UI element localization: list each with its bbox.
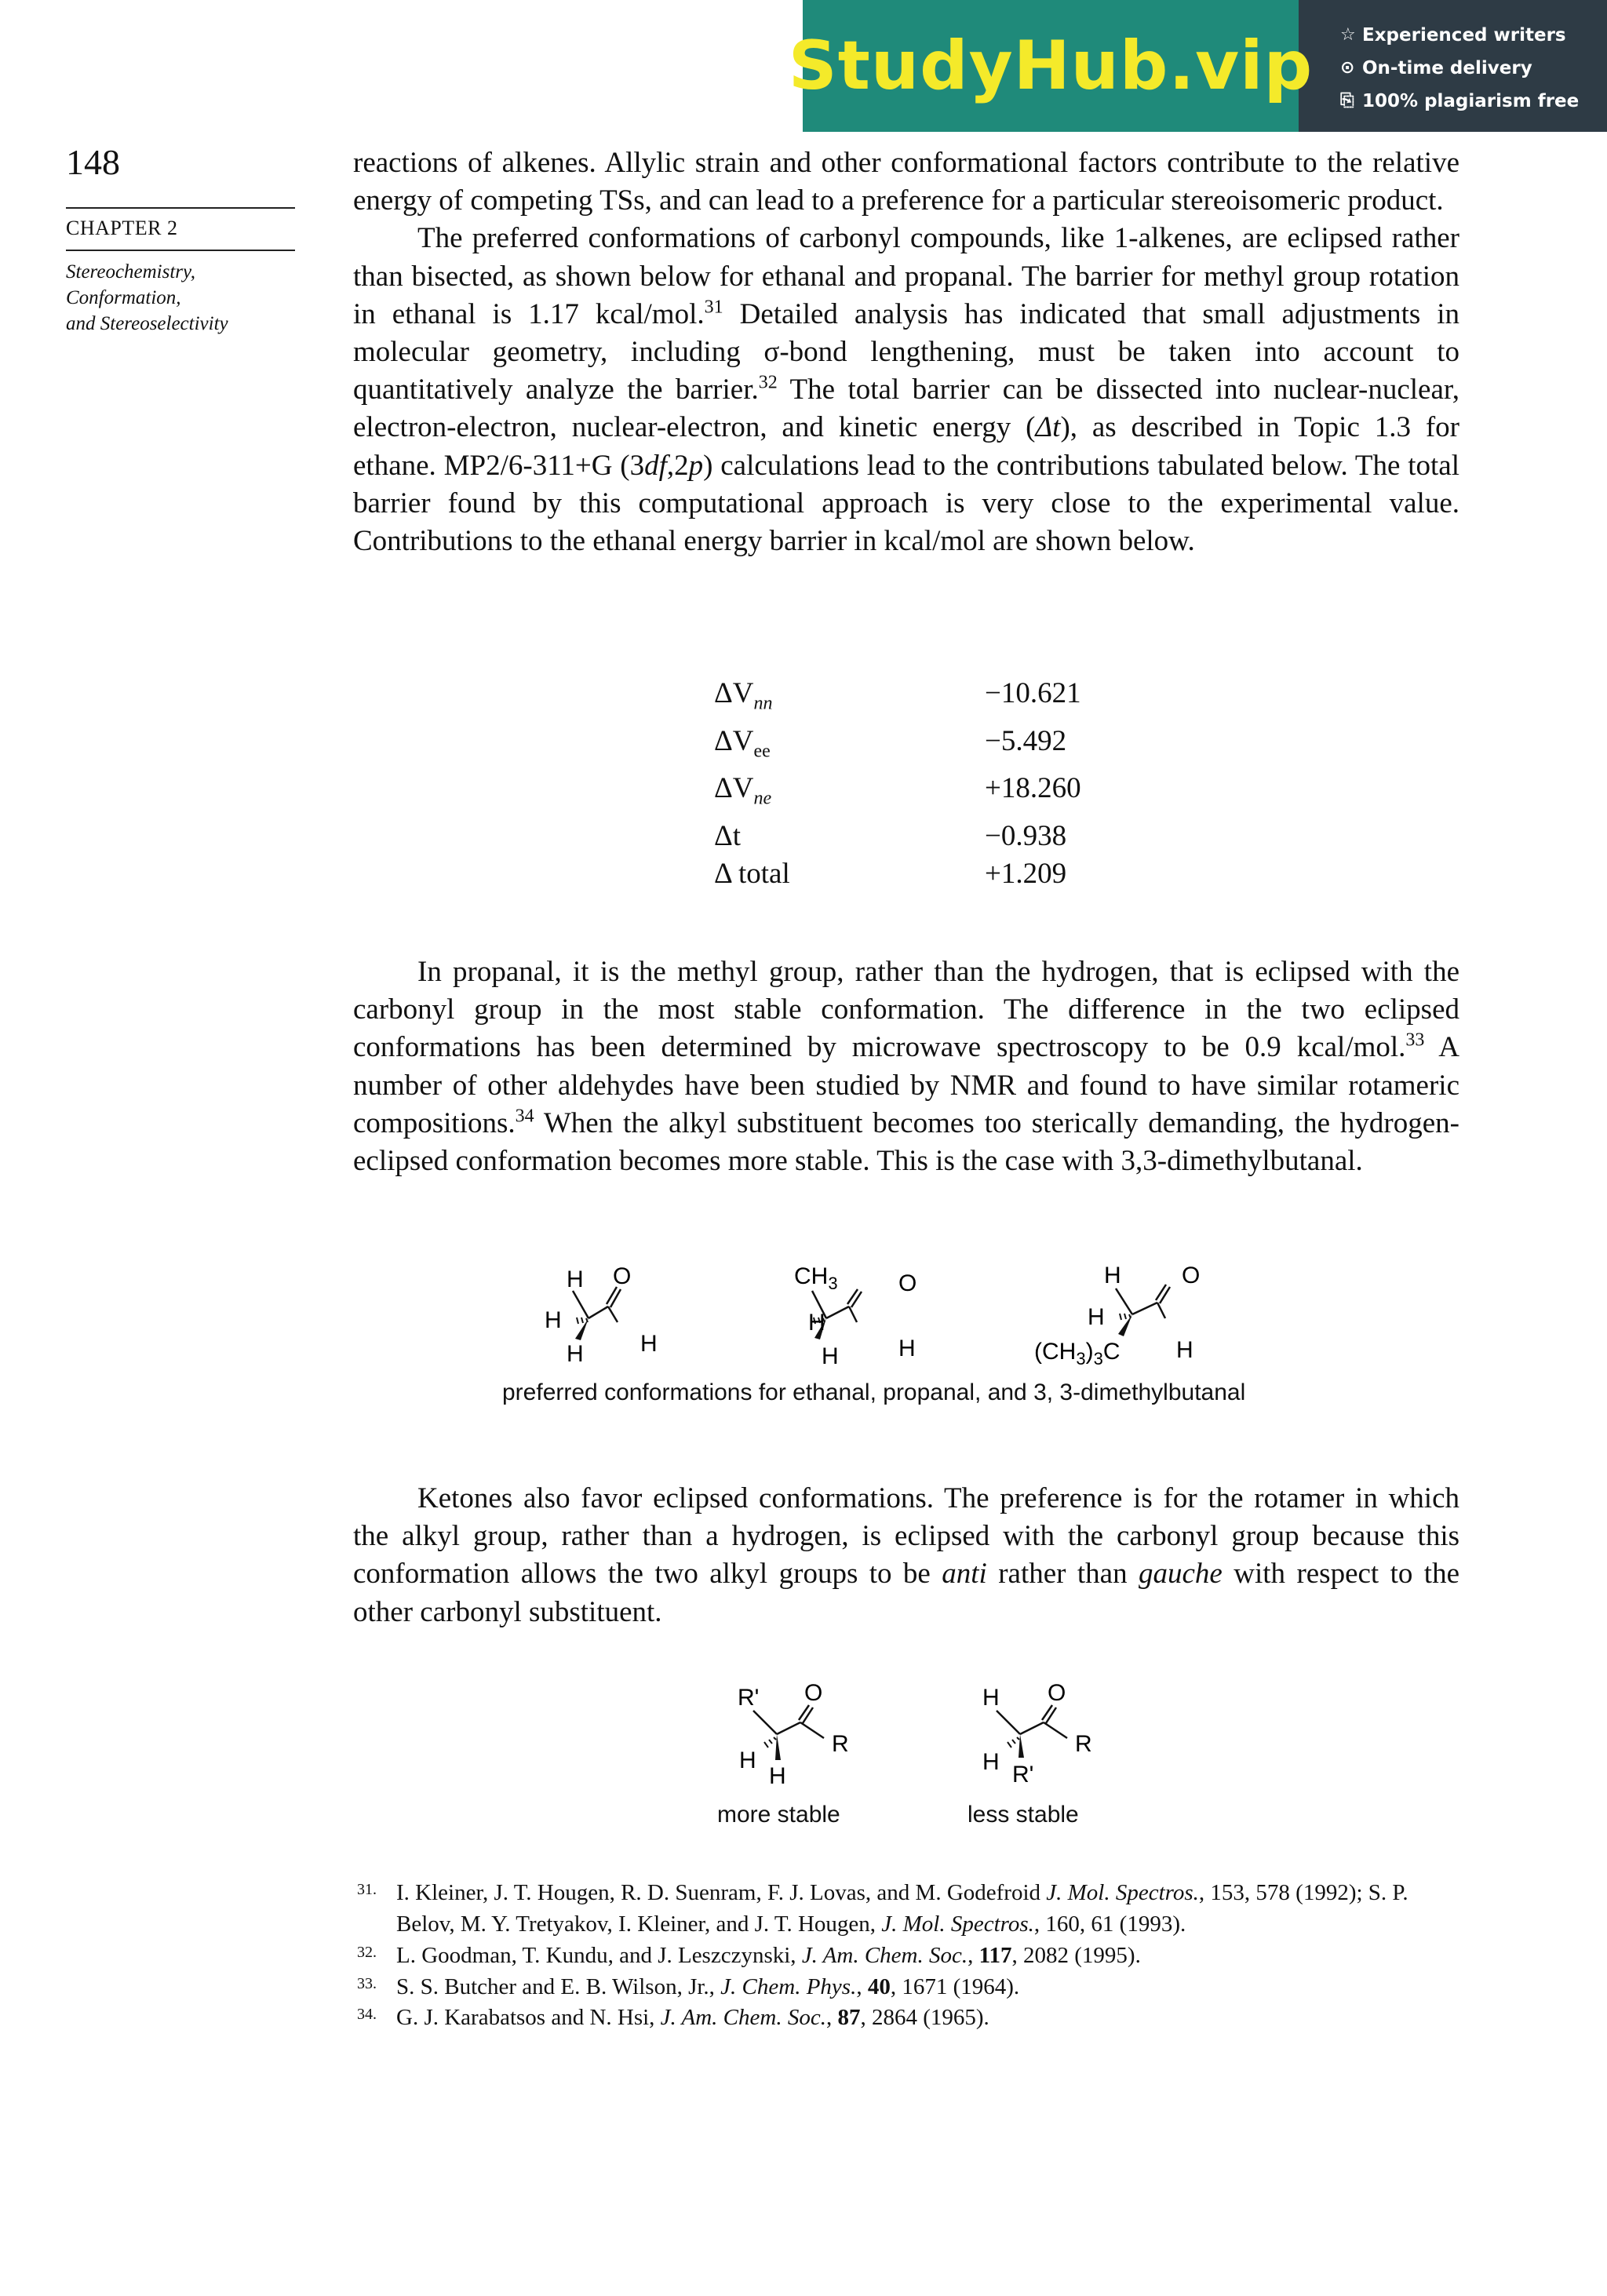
chapter-subtitle: [66, 259, 228, 337]
text-run: gauche: [1139, 1558, 1223, 1591]
text-run: ) calculations lead to the contributions tabulated below. The total barrier found by this computational approach is very close to the experimental value. Contributions to the ethanal energy barrier in kcal/mol are shown below.: [353, 449, 1459, 558]
energy-table: [714, 675, 1142, 893]
energy-value: −5.492: [985, 724, 1067, 757]
footnote-text: G. J. Karabatsos and N. Hsi, J. Am. Chem. Soc., 87, 2864 (1965).: [396, 2005, 989, 2030]
footnote-number: 34.: [357, 2006, 377, 2023]
text-run: Detailed analysis has indicated that small adjustments in molecular geometry, including σ-bond lengthening, must be taken into account to quantitatively analyze the barrier.: [353, 297, 1460, 406]
text-run: p: [688, 449, 704, 482]
atom-label: H: [898, 1336, 916, 1361]
atom-label: H: [567, 1341, 584, 1367]
text-run: When the alkyl substituent becomes too sterically demanding, the hydrogen-eclipsed conformation becomes more stable. This is the case with 3,3-dimethylbutanal.: [353, 1106, 1459, 1178]
atom-label: R: [832, 1731, 849, 1757]
atom-label: H: [1088, 1304, 1105, 1330]
footnote-text: I. Kleiner, J. T. Hougen, R. D. Suenram, F. J. Lovas, and M. Godefroid J. Mol. Spectros., 153, 578 (1992); S. P. Belov, M. Y. Tretyakov, I. Kleiner, and J. T. Hougen, J. Mol. Spectros., 160, 61 (1993).: [396, 1880, 1408, 1937]
document-icon: ⎘: [1340, 91, 1354, 111]
footnote-ref[interactable]: 31: [704, 297, 723, 318]
atom-label: H: [808, 1310, 825, 1336]
paragraph: [353, 1480, 1459, 1631]
energy-value: +18.260: [985, 772, 1081, 805]
table-row: [714, 675, 1142, 723]
text-run: df: [644, 449, 667, 482]
figure-caption: preferred conformations for ethanal, propanal, and 3, 3-dimethylbutanal: [502, 1379, 1246, 1405]
atom-label: H: [982, 1685, 1000, 1711]
footnote-text: S. S. Butcher and E. B. Wilson, Jr., J. Chem. Phys., 40, 1671 (1964).: [396, 1974, 1020, 1999]
text-run: The preferred conformations of carbonyl compounds, like 1-alkenes, are eclipsed rather than bisected, as shown below for ethanal and propanal. The barrier for methyl group rotation in ethanal is 1.17 kcal/mol.: [353, 222, 1459, 330]
footnote-ref[interactable]: 32: [758, 372, 778, 393]
studyhub-logo[interactable]: StudyHub.vip: [788, 27, 1314, 105]
paragraph: reactions of alkenes. Allylic strain and other conformational factors contribute to the relative energy of competing TSs, and can lead to a preference for a particular stereoisomeric product.: [353, 147, 1459, 217]
feature-label: Experienced writers: [1362, 25, 1566, 46]
footnote-number: 32.: [357, 1944, 377, 1961]
text-run: anti: [942, 1558, 987, 1591]
energy-term: $\Delta V_{ee}$: [714, 724, 771, 761]
margin-divider: [66, 207, 295, 209]
feature-item: [1340, 52, 1579, 85]
energy-value: −0.938: [985, 819, 1067, 852]
atom-label: O: [1182, 1263, 1201, 1288]
atom-label: O: [898, 1270, 917, 1296]
dimethylbutanal-structure: [1034, 1263, 1200, 1368]
paragraph: [353, 220, 1459, 560]
text-run: with respect to the other carbonyl substituent.: [353, 1558, 1459, 1628]
ketone-conformations-figure: [706, 1675, 1130, 1801]
text-run: rather than: [986, 1558, 1139, 1591]
subtitle-line: Conformation,: [66, 287, 181, 308]
text-run: ), as described in Topic 1.3 for ethane. MP2/6-311+G (3: [353, 411, 1460, 482]
atom-label: H: [1104, 1263, 1121, 1288]
atom-label: O: [613, 1263, 632, 1289]
atom-label: R: [1075, 1731, 1092, 1757]
footnote: [357, 2002, 1459, 2033]
paragraph: [353, 953, 1459, 1180]
subtitle-line: Stereochemistry,: [66, 261, 196, 282]
table-row: [714, 855, 1142, 893]
text-run: ,2: [666, 449, 689, 482]
text-run: Δt: [1035, 411, 1061, 444]
logo-box[interactable]: [788, 0, 1314, 132]
structure-label-less-stable: less stable: [967, 1802, 1079, 1828]
body-section-3: [353, 1480, 1459, 1631]
atom-label: $CH_3$: [794, 1263, 838, 1293]
energy-value: +1.209: [985, 857, 1067, 890]
footnote: [357, 1971, 1459, 2003]
body-section-1: [353, 144, 1459, 560]
footnote-ref[interactable]: 33: [1405, 1030, 1425, 1051]
footnote-number: 31.: [357, 1881, 377, 1898]
page-number: 148: [66, 142, 120, 182]
atom-label: O: [1048, 1680, 1066, 1706]
energy-value: −10.621: [985, 677, 1081, 709]
atom-label: R': [1012, 1762, 1034, 1788]
ketone-more-stable-structure: [738, 1680, 849, 1789]
atom-label: H: [739, 1748, 756, 1773]
clock-icon: ⊙: [1340, 58, 1355, 78]
text-run: The total barrier can be dissected into nuclear-nuclear, electron-electron, nuclear-electron, and kinetic energy (: [353, 374, 1459, 444]
feature-label: On-time delivery: [1362, 58, 1532, 78]
atom-label: H: [982, 1749, 1000, 1775]
star-icon: ☆: [1340, 25, 1356, 45]
energy-term: Δt: [714, 819, 742, 852]
subtitle-line: and Stereoselectivity: [66, 313, 228, 334]
chapter-label: CHAPTER 2: [66, 217, 178, 239]
atom-label: H: [1176, 1337, 1193, 1363]
atom-label: H: [822, 1343, 839, 1369]
atom-label: $(CH_3)_3C$: [1034, 1339, 1121, 1368]
table-row: [714, 723, 1142, 771]
ketone-less-stable-structure: [982, 1680, 1092, 1788]
aldehyde-conformations-figure: [518, 1256, 1350, 1381]
atom-label: O: [804, 1680, 823, 1706]
feature-label: 100% plagiarism free: [1362, 91, 1580, 111]
footnote: [357, 1877, 1459, 1940]
atom-label: H: [545, 1307, 562, 1333]
atom-label: H: [567, 1266, 584, 1292]
footnote-number: 33.: [357, 1975, 377, 1992]
table-row: [714, 818, 1142, 855]
energy-term: Δ total: [714, 857, 790, 890]
text-run: In propanal, it is the methyl group, rather than the hydrogen, that is eclipsed with the carbonyl group in the most stable conformation. The difference in the two eclipsed conformations has been determined by microwave spectroscopy to be 0.9 kcal/mol.: [353, 956, 1459, 1064]
feature-item: [1340, 19, 1579, 52]
feature-list: [1340, 19, 1579, 118]
footnote: [357, 1940, 1459, 1971]
text-run: Ketones also favor eclipsed conformations. The preference is for the rotamer in which the alkyl group, rather than a hydrogen, is eclipsed with the carbonyl group because this conformation allows the two alkyl groups to be: [353, 1482, 1459, 1591]
feature-item: [1340, 85, 1579, 118]
table-row: [714, 770, 1142, 818]
propanal-structure: [794, 1263, 916, 1369]
footnote-ref[interactable]: 34: [515, 1106, 534, 1127]
text-run: A number of other aldehydes have been studied by NMR and found to have similar rotameric compositions.: [353, 1031, 1459, 1139]
ethanal-structure: [545, 1263, 658, 1367]
energy-term: $\Delta V_{nn}$: [714, 677, 773, 714]
atom-label: H: [640, 1331, 658, 1357]
atom-label: H: [769, 1763, 786, 1789]
atom-label: R': [738, 1685, 760, 1711]
margin-divider: [66, 250, 295, 251]
energy-term: $\Delta V_{ne}$: [714, 772, 772, 809]
body-section-2: [353, 953, 1459, 1180]
structure-label-more-stable: more stable: [717, 1802, 840, 1828]
footnote-text: L. Goodman, T. Kundu, and J. Leszczynski, J. Am. Chem. Soc., 117, 2082 (1995).: [396, 1943, 1141, 1968]
promo-banner[interactable]: [788, 0, 1607, 132]
